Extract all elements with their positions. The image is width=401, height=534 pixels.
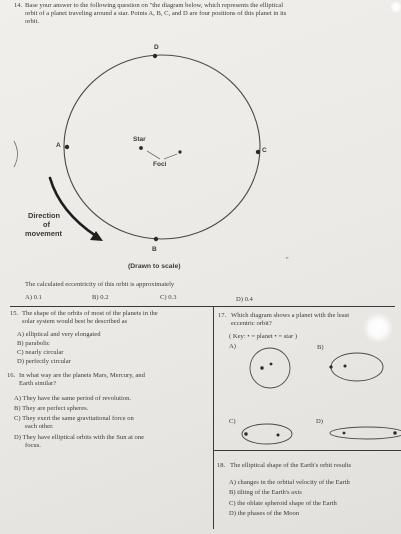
question-number: 18. [217, 462, 226, 469]
choice-a[interactable]: A) 0.1 [25, 294, 42, 301]
question-number: 16. [7, 372, 16, 379]
star-label: Star [133, 136, 146, 143]
choice-c[interactable]: C) nearly circular [17, 349, 64, 356]
diagram-caption: (Drawn to scale) [128, 263, 181, 270]
question-text-line: Which diagram shows a planet with the least [231, 312, 350, 319]
choice-a[interactable]: A) They have the same period of revolution. [14, 395, 132, 402]
choice-c-continued: each other. [25, 423, 54, 430]
question-text-line: Base your answer to the following question on "the diagram below, which represents the elliptical [25, 2, 284, 9]
choice-b[interactable]: B) parabolic [17, 340, 50, 347]
choice-c[interactable]: C) They exert the same gravitational force on [14, 415, 134, 422]
direction-label-line: Direction [28, 211, 61, 220]
question-14-prompt: The calculated eccentricity of this orbit is approximately [25, 281, 175, 288]
point-c-label: C [262, 147, 267, 154]
question-text: The elliptical shape of the Earth's orbit results [230, 462, 352, 469]
question-number: 15. [10, 310, 19, 317]
choice-b[interactable]: B) They are perfect spheres. [14, 405, 89, 412]
choice-b[interactable]: B) tilting of the Earth's axis [229, 489, 302, 496]
choice-d[interactable]: D) They have elliptical orbits with the Sun at one [14, 434, 145, 441]
option-b-label[interactable]: B) [317, 344, 324, 351]
option-b-orbit [329, 353, 383, 381]
stray-mark: " [286, 257, 289, 264]
option-a-label[interactable]: A) [229, 343, 236, 350]
choice-d[interactable]: D) perfectly circular [17, 358, 71, 365]
direction-label-line: movement [25, 229, 62, 238]
choice-d[interactable]: D) 0.4 [236, 296, 253, 303]
glare-spot [363, 313, 393, 343]
point-b-label: B [152, 246, 157, 253]
option-a-orbit [250, 348, 290, 388]
choice-d-continued: focus. [25, 442, 41, 449]
question-text-line: orbit. [25, 18, 40, 25]
glare-spot [391, 0, 401, 14]
choice-c[interactable]: C) 0.3 [160, 294, 177, 301]
question-text-line: solar system would best be described as [22, 318, 128, 325]
question-text-line: Earth similar? [19, 380, 57, 387]
option-c-orbit [242, 424, 292, 444]
question-number: 17. [218, 312, 227, 319]
foci-label: Foci [153, 161, 167, 168]
choice-a[interactable]: A) elliptical and very elongated [17, 331, 101, 338]
choice-a[interactable]: A) changes in the orbital velocity of the Earth [229, 479, 350, 486]
choice-b[interactable]: B) 0.2 [92, 294, 109, 301]
choice-c[interactable]: C) the oblate spheroid shape of the Earth [229, 500, 337, 507]
question-text-line: In what way are the planets Mars, Mercury, and [19, 372, 145, 379]
option-d-label[interactable]: D) [316, 418, 323, 425]
direction-label-line: of [43, 220, 50, 229]
diagram-key: ( Key: • = planet • = star ) [229, 333, 298, 340]
option-d-orbit [330, 427, 401, 439]
question-text-line: orbit of a planet traveling around a star. Points A, B, C, and D are four positions of this planet in its [25, 10, 287, 17]
question-number: 14. [14, 2, 23, 9]
question-text-line: The shape of the orbits of most of the planets in the [22, 310, 158, 317]
point-a-label: A [56, 142, 61, 149]
point-d-label: D [154, 44, 159, 51]
choice-d[interactable]: D) the phases of the Moon [229, 510, 300, 517]
question-text-line: eccentric orbit? [231, 320, 272, 327]
option-c-label[interactable]: C) [229, 418, 236, 425]
